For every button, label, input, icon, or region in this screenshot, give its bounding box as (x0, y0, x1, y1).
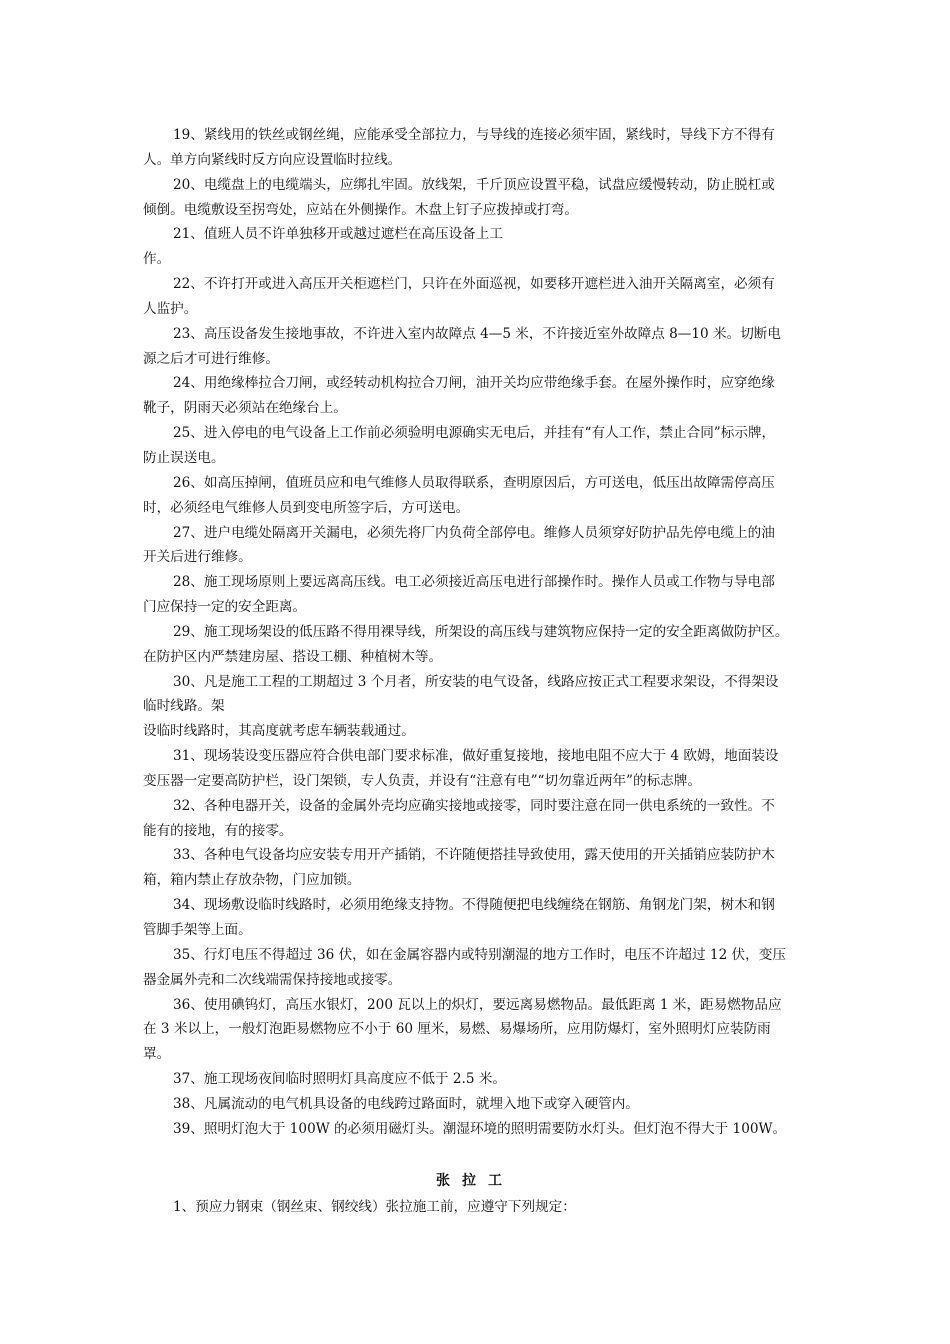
text-line: 管脚手架等上面。 (143, 922, 252, 938)
text-line: 开关后进行维修。 (143, 549, 252, 566)
text-line: 作。 (143, 251, 171, 268)
text-line: 38、凡属流动的电气机具设备的电线跨过路面时，就埋入地下或穿入硬管内。 (173, 1095, 639, 1112)
text-line: 防止误送电。 (143, 449, 225, 466)
text-line: 37、施工现场夜间临时照明灯具高度应不低于 2.5 米。 (173, 1071, 507, 1088)
text-line: 人。单方向紧线时反方向应设置临时拉线。 (143, 151, 402, 168)
text-line: 34、现场敷设临时线路时，必须用绝缘支持物。不得随便把电线缠绕在钢筋、角钢龙门架，树木和钢 (173, 897, 775, 914)
text-line: 临时线路。架 (143, 698, 225, 715)
text-line: 26、如高压掉闸，值班员应和电气维修人员取得联系，查明原因后，方可送电，低压出故障需停高压 (173, 474, 775, 491)
text-line: 在防护区内严禁建房屋、搭设工棚、种植树木等。 (143, 648, 443, 665)
text-line: 23、高压设备发生接地事故，不许进入室内故障点 4—5 米，不许接近室外故障点 8—10 米。切断电 (173, 325, 781, 342)
text-line: 24、用绝缘棒拉合刀闸，或经转动机构拉合刀闸，油开关均应带绝缘手套。在屋外操作时，应穿绝缘 (173, 375, 775, 392)
text-line: 36、使用碘钨灯，高压水银灯，200 瓦以上的炽灯，要远离易燃物品。最低距离 1 米，距易燃物品应 (173, 996, 782, 1013)
text-line: 28、施工现场原则上要远离高压线。电工必须接近高压电进行部操作时。操作人员或工作物与导电部 (173, 574, 775, 591)
text-line: 39、照明灯泡大于 100W 的必须用磁灯头。潮湿环境的照明需要防水灯头。但灯泡不得大于 100W。 (173, 1120, 787, 1137)
text-line: 门应保持一定的安全距离。 (143, 599, 307, 616)
text-line: 人监护。 (143, 300, 198, 317)
text-line: 器金属外壳和二次线端需保持接地或接零。 (143, 971, 402, 988)
text-line: 设临时线路时，其高度就考虑车辆装载通过。 (143, 723, 415, 740)
text-line: 19、紧线用的铁丝或钢丝绳，应能承受全部拉力，与导线的连接必须牢固，紧线时，导线下方不得有 (173, 127, 775, 143)
text-line: 31、现场装设变压器应符合供电部门要求标准，做好重复接地，接地电阻不应大于 4 欧姆，地面装设 (173, 748, 779, 765)
text-line: 倾倒。电缆敷设至拐弯处，应站在外侧操作。木盘上钉子应拨掉或打弯。 (143, 201, 578, 218)
text-line: 35、行灯电压不得超过 36 伏，如在金属容器内或特别潮湿的地方工作时，电压不许超过 12 伏，变压 (173, 946, 786, 963)
text-line: 32、各种电器开关，设备的金属外壳均应确实接地或接零，同时要注意在同一供电系统的一致性。不 (173, 797, 775, 814)
text-line: 时，必须经电气维修人员到变电所签字后，方可送电。 (143, 499, 470, 516)
text-line: 箱，箱内禁止存放杂物，门应加锁。 (143, 872, 361, 889)
section-first-item: 1、预应力钢束（钢丝束、钢绞线）张拉施工前，应遵守下列规定： (173, 1199, 576, 1215)
text-line: 靴子，阴雨天必须站在绝缘台上。 (143, 400, 347, 417)
text-line: 罩。 (143, 1046, 171, 1063)
text-line: 25、进入停电的电气设备上工作前必须验明电源确实无电后，并挂有“有人工作，禁止合同”标示牌， (173, 425, 776, 442)
text-line: 能有的接地，有的接零。 (143, 822, 293, 839)
text-line: 33、各种电气设备均应安装专用开产插销，不许随便搭挂导致使用，露天使用的开关插销应装防护木 (173, 847, 775, 864)
text-line: 20、电缆盘上的电缆端头，应绑扎牢固。放线架，千斤顶应设置平稳，试盘应缓慢转动，防止脱杠或 (173, 176, 775, 193)
text-line: 变压器一定要高防护栏，设门架锁，专人负责，并设有“注意有电”“切勿靠近两年”的标志牌。 (143, 772, 701, 789)
text-line: 在 3 米以上，一般灯泡距易燃物应不小于 60 厘米，易燃、易爆场所，应用防爆灯，室外照明灯应装防雨 (143, 1021, 771, 1038)
text-line: 30、凡是施工工程的工期超过 3 个月者，所安装的电气设备，线路应按正式工程要求架设，不得架设 (173, 673, 779, 690)
rules-text-block (143, 123, 811, 1142)
section-body (143, 1195, 811, 1220)
text-line: 27、进户电缆处隔离开关漏电，必须先将厂内负荷全部停电。维修人员须穿好防护品先停电缆上的油 (173, 524, 775, 541)
text-line: 源之后才可进行维修。 (143, 350, 279, 367)
text-line: 29、施工现场架设的低压路不得用裸导线，所架设的高压线与建筑物应保持一定的安全距离做防护区。 (173, 623, 789, 640)
section-title: 张拉工 (436, 1173, 514, 1189)
text-line: 21、值班人员不许单独移开或越过遮栏在高压设备上工 (173, 226, 503, 243)
text-line: 22、不许打开或进入高压开关柜遮栏门，只许在外面巡视，如要移开遮栏进入油开关隔离室，必须有 (173, 276, 775, 293)
